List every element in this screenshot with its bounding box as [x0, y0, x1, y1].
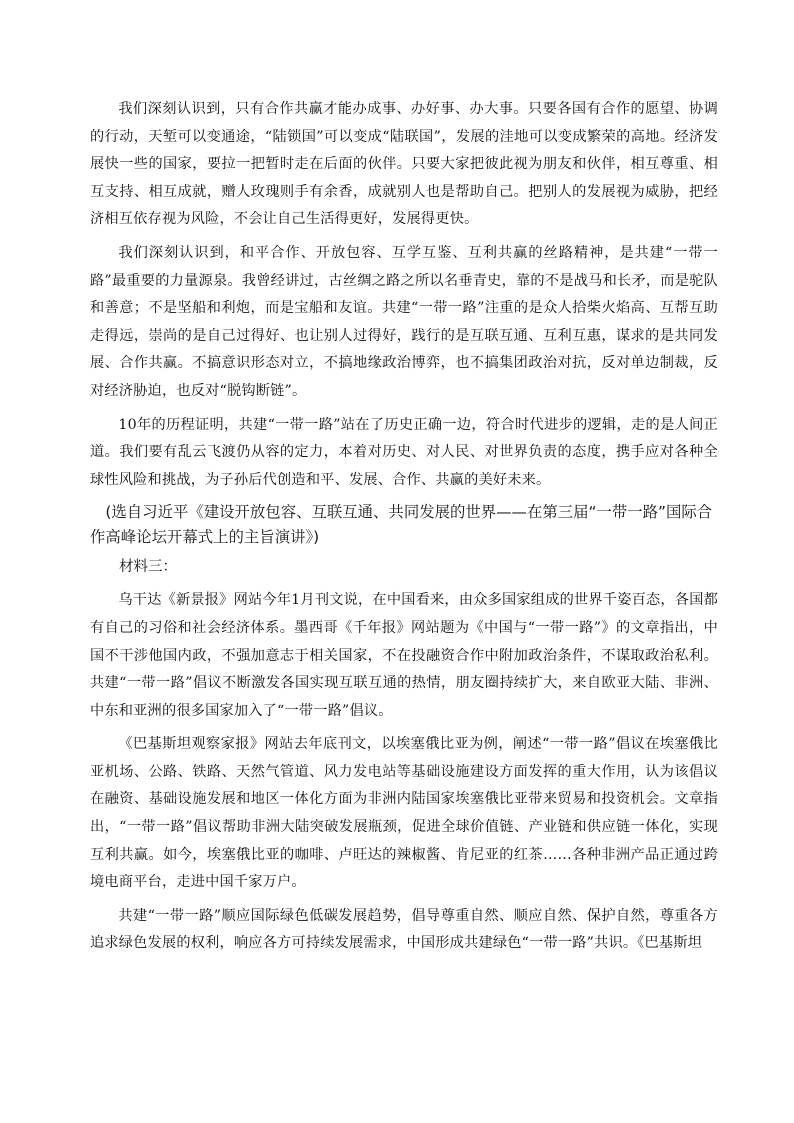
paragraph-ten-years: 10年的历程证明，共建“一带一路”站在了历史正确一边，符合时代进步的逻辑，走的是人间正道。我们要有乱云飞渡仍从容的定力，本着对历史、对人民、对世界负责的态度，携手应对各种全球性风险和挑战，为子孙后代创造和平、发展、合作、共赢的美好未来。	[90, 416, 718, 488]
source-note: (选自习近平《建设开放包容、互联互通、共同发展的世界——在第三届“一带一路”国际合作高峰论坛开幕式上的主旨演讲》)	[90, 503, 713, 547]
paragraph-green-development: 共建“一带一路”顺应国际绿色低碳发展趋势，倡导尊重自然、顺应自然、保护自然，尊重各方追求绿色发展的权利，响应各方可持续发展需求，中国形成共建绿色“一带一路”共识。《巴基斯坦	[90, 907, 718, 952]
paragraph-silk-road-spirit: 我们深刻认识到，和平合作、开放包容、互学互鉴、互利共赢的丝路精神，是共建“一带一路”最重要的力量源泉。我曾经讲过，古丝绸之路之所以名垂青史，靠的不是战马和长矛，而是驼队和善意；不是坚船和利炮，而是宝船和友谊。共建“一带一路”注重的是众人拾柴火焰高、互帮互助走得远，崇尚的是自己过得好、也让别人过得好，践行的是互联互通、互利互惠，谋求的是共同发展、合作共赢。不搞意识形态对立，不搞地缘政治博弈，也不搞集团政治对抗，反对单边制裁，反对经济胁迫，也反对“脱钩断链”。	[90, 244, 718, 399]
paragraph-uganda-mexico: 乌干达《新景报》网站今年1月刊文说，在中国看来，由众多国家组成的世界千姿百态，各国都有自己的习俗和社会经济体系。墨西哥《千年报》网站题为《中国与“一带一路”》的文章指出，中国不干涉他国内政，不强加意志于相关国家，不在投融资合作中附加政治条件，不谋取政治私利。共建“一带一路”倡议不断激发各国实现互联互通的热情，朋友圈持续扩大，来自欧亚大陆、非洲、中东和亚洲的很多国家加入了“一带一路”倡议。	[90, 592, 718, 719]
paragraph-pakistan-observer: 《巴基斯坦观察家报》网站去年底刊文，以埃塞俄比亚为例，阐述“一带一路”倡议在埃塞俄比亚机场、公路、铁路、天然气管道、风力发电站等基础设施建设方面发挥的重大作用，认为该倡议在融资、基础设施发展和地区一体化方面为非洲内陆国家埃塞俄比亚带来贸易和投资机会。文章指出，“一带一路”倡议帮助非洲大陆突破发展瓶颈，促进全球价值链、产业链和供应链一体化，实现互利共赢。如今，埃塞俄比亚的咖啡、卢旺达的辣椒酱、肯尼亚的红茶……各种非洲产品正通过跨境电商平台，走进中国千家万户。	[90, 736, 718, 891]
section-heading: 材料三：	[119, 559, 177, 576]
paragraph-cooperation: 我们深刻认识到，只有合作共赢才能办成事、办好事、办大事。只要各国有合作的愿望、协调的行动，天堑可以变通途，“陆锁国”可以变成“陆联国”，发展的洼地可以变成繁荣的高地。经济发展快一些的国家，要拉一把暂时走在后面的伙伴。只要大家把彼此视为朋友和伙伴，相互尊重、相互支持、相互成就，赠人玫瑰则手有余香，成就别人也是帮助自己。把别人的发展视为威胁，把经济相互依存视为风险，不会让自己生活得更好，发展得更快。	[90, 101, 718, 228]
document-body	[90, 96, 718, 964]
